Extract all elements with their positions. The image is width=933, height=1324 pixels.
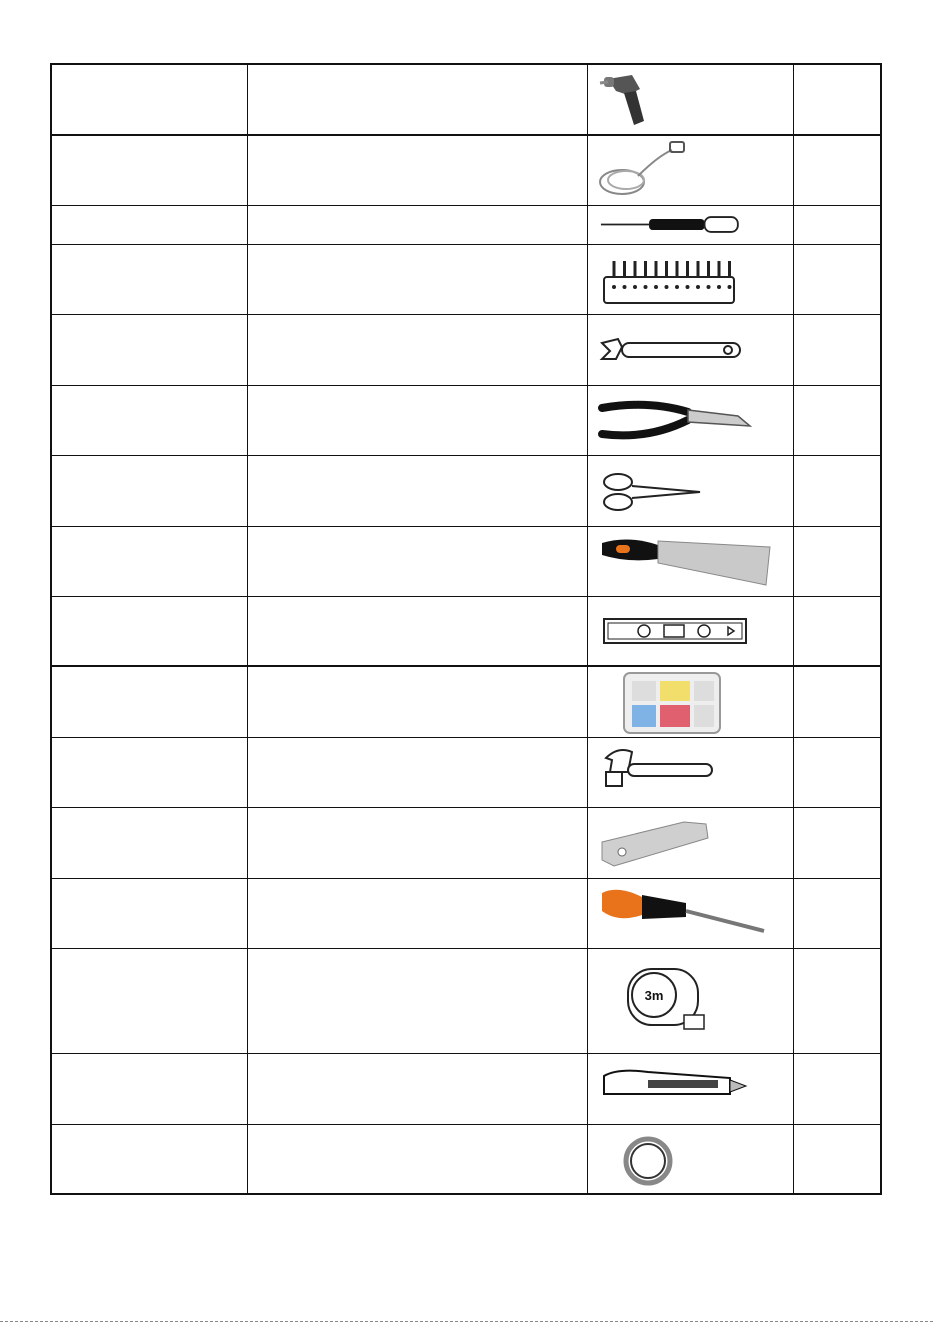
part-description-cell xyxy=(248,807,588,878)
part-image-cell xyxy=(588,526,794,596)
part-image-cell xyxy=(588,596,794,666)
utility-knife-icon xyxy=(588,1054,793,1123)
cordless-screwdriver-icon xyxy=(588,65,793,134)
table-row xyxy=(51,1053,881,1124)
part-qty-cell xyxy=(794,1053,881,1124)
part-name-cell xyxy=(51,807,248,878)
part-qty-cell xyxy=(794,314,881,385)
part-image-cell xyxy=(588,244,794,314)
table-row xyxy=(51,135,881,205)
scissors-icon xyxy=(588,456,793,525)
part-description-cell xyxy=(248,666,588,737)
parts-list-table xyxy=(50,63,882,1195)
table-row xyxy=(51,64,881,135)
part-name-cell xyxy=(51,314,248,385)
part-qty-cell xyxy=(794,948,881,1053)
table-row xyxy=(51,385,881,455)
hammer-icon xyxy=(588,738,793,806)
part-image-cell xyxy=(588,64,794,135)
part-qty-cell xyxy=(794,526,881,596)
part-description-cell xyxy=(248,737,588,807)
part-qty-cell xyxy=(794,385,881,455)
part-description-cell xyxy=(248,64,588,135)
precision-screwdriver-icon xyxy=(588,206,793,243)
spirit-level-icon xyxy=(588,597,793,665)
table-row xyxy=(51,878,881,948)
svg-text:3m: 3m xyxy=(644,988,664,1003)
part-image-cell xyxy=(588,948,794,1053)
part-description-cell xyxy=(248,526,588,596)
part-qty-cell xyxy=(794,596,881,666)
part-description-cell xyxy=(248,314,588,385)
part-description-cell xyxy=(248,948,588,1053)
part-image-cell xyxy=(588,385,794,455)
part-image-cell xyxy=(588,1124,794,1194)
part-qty-cell xyxy=(794,205,881,244)
part-name-cell xyxy=(51,455,248,526)
table-row xyxy=(51,314,881,385)
part-description-cell xyxy=(248,1053,588,1124)
wall-plug-box-icon xyxy=(588,667,793,736)
part-image-cell xyxy=(588,807,794,878)
part-name-cell xyxy=(51,596,248,666)
part-qty-cell xyxy=(794,1124,881,1194)
table-row xyxy=(51,948,881,1053)
part-qty-cell xyxy=(794,455,881,526)
magnetic-screwdriver-icon xyxy=(588,879,793,947)
part-name-cell xyxy=(51,1124,248,1194)
adjustable-wrench-icon xyxy=(588,315,793,384)
part-image-cell xyxy=(588,314,794,385)
bit-set-icon xyxy=(588,245,793,313)
part-name-cell xyxy=(51,205,248,244)
part-image-cell xyxy=(588,455,794,526)
part-description-cell xyxy=(248,135,588,205)
table-row xyxy=(51,807,881,878)
part-description-cell xyxy=(248,596,588,666)
tape-measure-icon xyxy=(588,949,793,1052)
table-row xyxy=(51,205,881,244)
page-bottom-rule xyxy=(0,1321,933,1322)
part-image-cell xyxy=(588,135,794,205)
part-description-cell xyxy=(248,455,588,526)
part-name-cell xyxy=(51,135,248,205)
part-qty-cell xyxy=(794,64,881,135)
part-image-cell xyxy=(588,1053,794,1124)
part-name-cell xyxy=(51,1053,248,1124)
part-name-cell xyxy=(51,244,248,314)
table-row xyxy=(51,596,881,666)
part-description-cell xyxy=(248,1124,588,1194)
part-qty-cell xyxy=(794,244,881,314)
part-image-cell xyxy=(588,666,794,737)
part-qty-cell xyxy=(794,878,881,948)
part-qty-cell xyxy=(794,135,881,205)
part-description-cell xyxy=(248,878,588,948)
part-image-cell xyxy=(588,205,794,244)
table-row xyxy=(51,244,881,314)
part-qty-cell xyxy=(794,807,881,878)
part-description-cell xyxy=(248,385,588,455)
part-name-cell xyxy=(51,64,248,135)
part-name-cell xyxy=(51,666,248,737)
part-name-cell xyxy=(51,385,248,455)
usb-cable-icon xyxy=(588,136,793,204)
table-row xyxy=(51,455,881,526)
table-row xyxy=(51,666,881,737)
part-qty-cell xyxy=(794,666,881,737)
part-qty-cell xyxy=(794,737,881,807)
part-description-cell xyxy=(248,244,588,314)
table-row xyxy=(51,1124,881,1194)
pliers-icon xyxy=(588,386,793,454)
part-name-cell xyxy=(51,878,248,948)
part-name-cell xyxy=(51,737,248,807)
bit-adapter-icon xyxy=(588,808,793,877)
table-row xyxy=(51,737,881,807)
parts-list-body xyxy=(51,64,881,1194)
part-name-cell xyxy=(51,948,248,1053)
insulating-tape-icon xyxy=(588,1125,793,1193)
part-name-cell xyxy=(51,526,248,596)
part-image-cell xyxy=(588,878,794,948)
part-description-cell xyxy=(248,205,588,244)
part-image-cell xyxy=(588,737,794,807)
table-row xyxy=(51,526,881,596)
putty-knife-icon xyxy=(588,527,793,595)
